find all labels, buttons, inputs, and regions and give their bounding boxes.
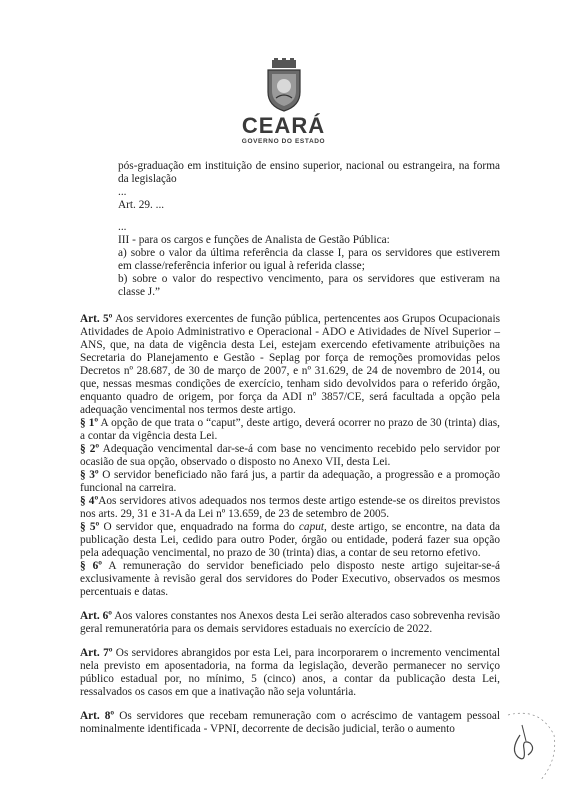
article-5 — [80, 313, 500, 599]
document-body — [80, 160, 500, 747]
quote-item-a: a) sobre o valor da última referência da classe I, para os servidores que estiverem em classe/referência inferior ou igual à referida classe; — [118, 247, 500, 272]
quote-paragraph: pós-graduação em instituição de ensino superior, nacional ou estrangeira, na forma da legislação — [118, 160, 500, 185]
article-5-paragraph-3: § 3º O servidor beneficiado não fará jus, a partir da adequação, a progressão e a promoção funcional na carreira. — [80, 469, 500, 494]
quote-item-b: b) sobre o valor do respectivo vencimento, para os servidores que estiveram na classe J.” — [118, 273, 500, 298]
letterhead — [0, 58, 567, 145]
quote-item-iii: III - para os cargos e funções de Analista de Gestão Pública: — [118, 234, 390, 246]
article-5-paragraph-2: § 2º Adequação vencimental dar-se-á com base no vencimento recebido pelo servidor por ocasião de sua opção, observado o disposto no Anexo VII, desta Lei. — [80, 443, 500, 468]
quoted-amendment — [118, 160, 500, 299]
article-8: Art. 8º Os servidores que recebam remuneração com o acréscimo de vantagem pessoal nominalmente identificada - VPNI, decorrente de decisão judicial, terão o aumento — [80, 710, 500, 735]
article-6-number: Art. 6º — [80, 610, 112, 622]
article-5-paragraph-5: § 5º O servidor que, enquadrado na forma do caput, deste artigo, se encontre, na data da publicação desta Lei, cedido para outro Poder, órgão ou entidade, poderá fazer sua opção pela adequação vencimental, no prazo de 30 (trinta) dias, a contar de seu retorno efetivo. — [80, 521, 500, 559]
article-5-number: Art. 5º — [80, 313, 113, 325]
article-5-paragraph-1: § 1º A opção de que trata o “caput”, deste artigo, deverá ocorrer no prazo de 30 (trinta) dias, a contar da vigência desta Lei. — [80, 417, 501, 442]
article-5-paragraph-6: § 6º A remuneração do servidor beneficiado pelo disposto neste artigo sujeitar-se-á exclusivamente à revisão geral dos servidores do Poder Executivo, observados os mesmos percentuais e datas. — [80, 560, 500, 598]
quote-article-29: Art. 29. ... — [118, 199, 165, 211]
article-7: Art. 7º Os servidores abrangidos por esta Lei, para incorporarem o incremento vencimental nela previsto em aposentadoria, na forma da legislação, deverão permanecer no serviço público estadual por, no mínimo, 5 (cinco) anos, a contar da publicação desta Lei, ressalvados os casos em que a inativação não seja voluntária. — [80, 647, 500, 698]
ceara-crest-icon — [262, 58, 306, 112]
article-5-paragraph-4: § 4ºAos servidores ativos adequados nos termos deste artigo estende-se os direitos previstos nos arts. 29, 31 e 31-A da Lei nº 13.659, de 23 de setembro de 2005. — [80, 495, 500, 520]
article-5-caput: Art. 5º Aos servidores exercentes de função pública, pertencentes aos Grupos Ocupacionais Atividades de Apoio Administrativo e Operacional - ADO e Atividades de Nível Superior – ANS, que, na data de vigência desta Lei, estejam exercendo efetivamente atribuições na Secretaria do Planejamento e Gestão - Seplag por força de remoções promovidas pelos Decretos nº 28.687, de 30 de março de 2007, e nº 31.629, de 24 de novembro de 2014, ou que, nessas mesmas condições de exercício, tenham sido devolvidos para o referido órgão, enquanto quadro de origem, por força da ADI nº 3857/CE, será facultada a opção pela adequação vencimental nos termos deste artigo. — [80, 313, 500, 416]
article-7-number: Art. 7º — [80, 647, 113, 659]
brand-subtitle: GOVERNO DO ESTADO — [241, 138, 326, 145]
article-6: Art. 6º Aos valores constantes nos Anexos desta Lei serão alterados caso sobrevenha revisão geral remuneratória para os demais servidores estaduais no exercício de 2022. — [80, 610, 500, 635]
brand-name: CEARÁ — [241, 113, 326, 138]
article-8-number: Art. 8º — [80, 710, 115, 722]
quote-ellipsis: ... — [118, 221, 127, 233]
quote-ellipsis: ... — [118, 186, 127, 198]
handwritten-initials-icon — [500, 705, 560, 785]
